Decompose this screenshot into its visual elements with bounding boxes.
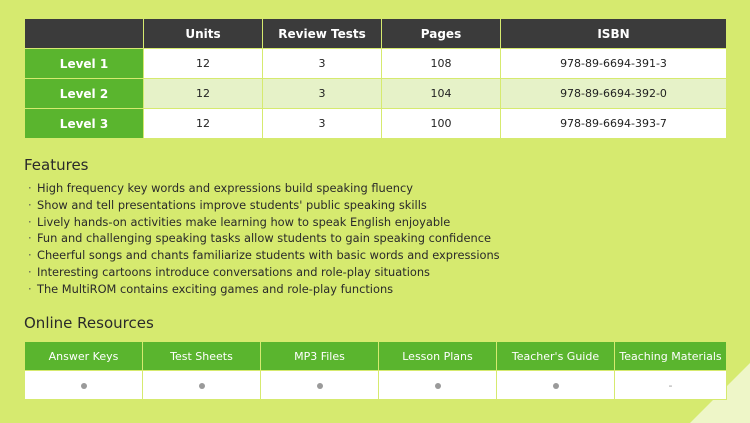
availability-cell — [379, 371, 497, 400]
review-tests-cell: 3 — [263, 79, 382, 109]
isbn-cell: 978-89-6694-393-7 — [501, 109, 727, 139]
spec-header-pages: Pages — [382, 19, 501, 49]
spec-header-units: Units — [144, 19, 263, 49]
resource-answer-keys: Answer Keys — [25, 342, 143, 371]
bullet-dot-icon: · — [28, 231, 32, 246]
feature-text: Show and tell presentations improve students' public speaking skills — [37, 197, 427, 212]
feature-text: Lively hands-on activities make learning how to speak English enjoyable — [37, 214, 451, 229]
level-spec-table — [24, 18, 727, 139]
resources-header-row — [25, 342, 727, 371]
resource-teaching-materials: Teaching Materials — [615, 342, 727, 371]
availability-cell — [615, 371, 727, 400]
units-cell: 12 — [144, 79, 263, 109]
spec-table-header-row — [25, 19, 727, 49]
spec-header-review-tests: Review Tests — [263, 19, 382, 49]
availability-cell — [25, 371, 143, 400]
resource-lesson-plans: Lesson Plans — [379, 342, 497, 371]
unavailable-dash: - — [668, 378, 673, 392]
spec-header-isbn: ISBN — [501, 19, 727, 49]
available-dot-icon — [435, 383, 441, 389]
feature-text: The MultiROM contains exciting games and role-play functions — [37, 281, 394, 296]
available-dot-icon — [199, 383, 205, 389]
bullet-dot-icon: · — [28, 197, 32, 212]
online-resources-table — [24, 341, 727, 400]
resource-mp3-files: MP3 Files — [261, 342, 379, 371]
feature-text: High frequency key words and expressions build speaking fluency — [37, 181, 413, 195]
bullet-dot-icon: · — [28, 181, 32, 195]
availability-cell — [497, 371, 615, 400]
list-item — [28, 281, 500, 298]
resource-teachers-guide: Teacher's Guide — [497, 342, 615, 371]
pages-cell: 104 — [382, 79, 501, 109]
table-row — [25, 109, 727, 139]
list-item — [28, 230, 500, 247]
feature-text: Cheerful songs and chants familiarize students with basic words and expressions — [37, 248, 500, 263]
available-dot-icon — [553, 383, 559, 389]
bullet-dot-icon: · — [28, 264, 32, 279]
features-heading: Features — [24, 156, 89, 174]
list-item — [28, 180, 500, 197]
availability-cell — [143, 371, 261, 400]
spec-header-blank — [25, 19, 144, 49]
level-label: Level 3 — [25, 109, 144, 139]
bullet-dot-icon: · — [28, 248, 32, 263]
resource-test-sheets: Test Sheets — [143, 342, 261, 371]
pages-cell: 108 — [382, 49, 501, 79]
feature-text: Fun and challenging speaking tasks allow students to gain speaking confidence — [37, 231, 491, 246]
list-item — [28, 247, 500, 264]
pages-cell: 100 — [382, 109, 501, 139]
online-resources-heading: Online Resources — [24, 314, 154, 332]
features-list — [28, 180, 500, 298]
isbn-cell: 978-89-6694-391-3 — [501, 49, 727, 79]
level-label: Level 2 — [25, 79, 144, 109]
bullet-dot-icon: · — [28, 281, 32, 296]
list-item — [28, 264, 500, 281]
level-label: Level 1 — [25, 49, 144, 79]
isbn-cell: 978-89-6694-392-0 — [501, 79, 727, 109]
list-item — [28, 197, 500, 214]
units-cell: 12 — [144, 109, 263, 139]
table-row — [25, 371, 727, 400]
units-cell: 12 — [144, 49, 263, 79]
review-tests-cell: 3 — [263, 49, 382, 79]
available-dot-icon — [81, 383, 87, 389]
availability-cell — [261, 371, 379, 400]
table-row — [25, 79, 727, 109]
review-tests-cell: 3 — [263, 109, 382, 139]
list-item — [28, 214, 500, 231]
table-row — [25, 49, 727, 79]
bullet-dot-icon: · — [28, 214, 32, 229]
available-dot-icon — [317, 383, 323, 389]
feature-text: Interesting cartoons introduce conversations and role-play situations — [37, 264, 430, 279]
